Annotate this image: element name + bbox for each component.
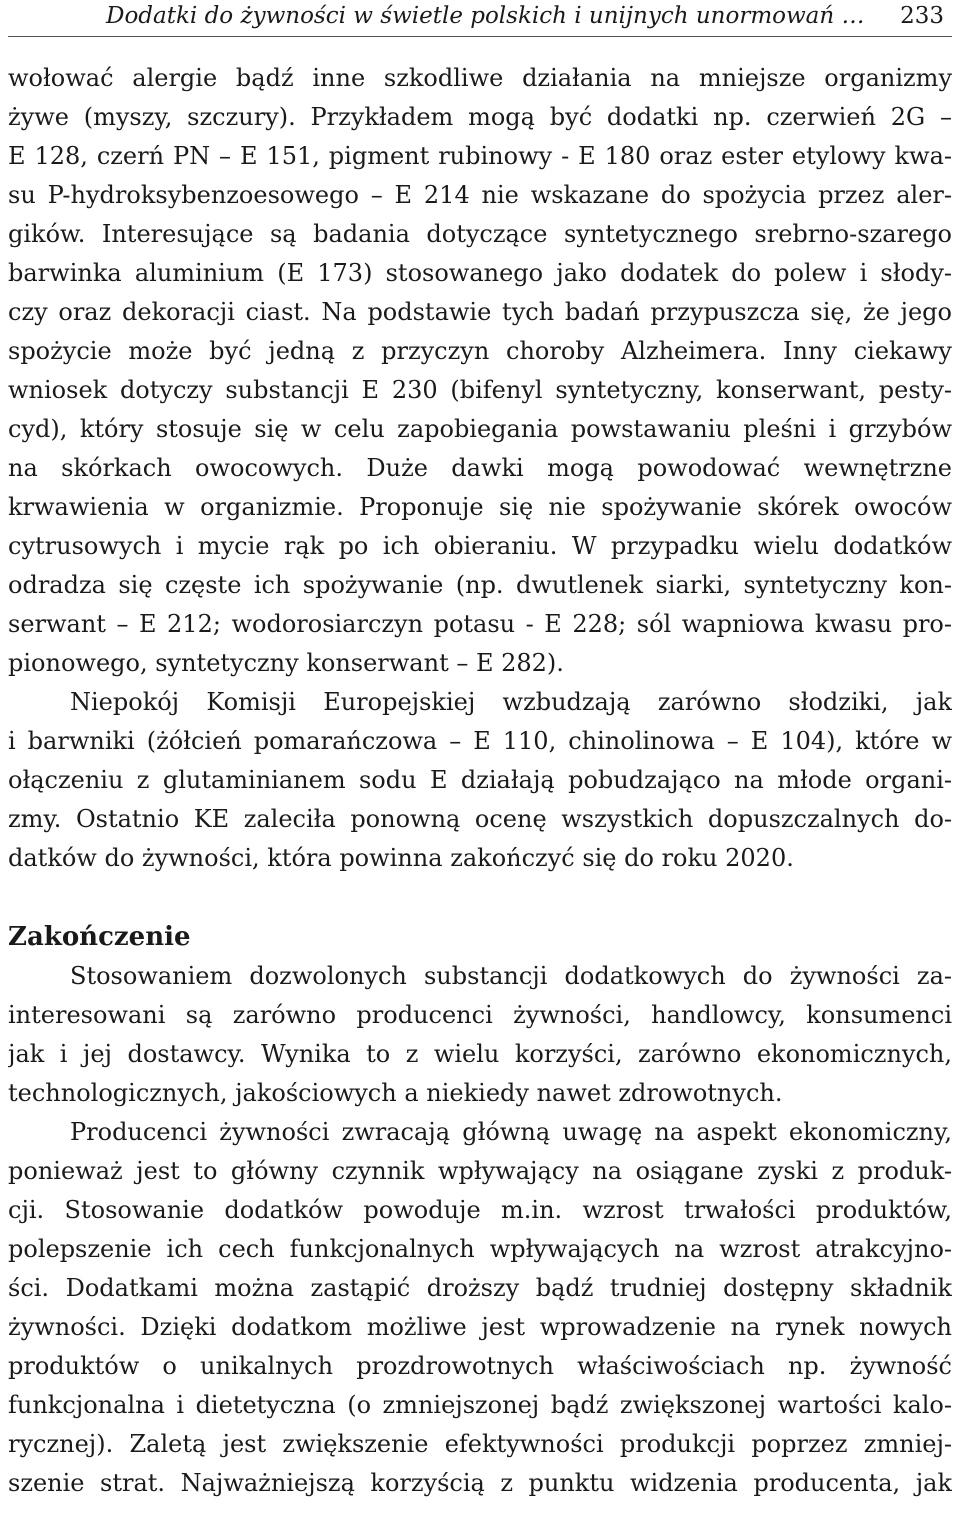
text-line: ści. Dodatkami można zastąpić droższy bądź trudniej dostępny składnik xyxy=(8,1274,952,1302)
text-line: jak i jej dostawcy. Wynika to z wielu korzyści, zarówno ekonomicznych, xyxy=(8,1040,952,1068)
text-line: rycznej). Zaletą jest zwiększenie efektywności produkcji poprzez zmniej- xyxy=(8,1430,952,1458)
text-line: cji. Stosowanie dodatków powoduje m.in. wzrost trwałości produktów, xyxy=(8,1196,952,1224)
text-line: Niepokój Komisji Europejskiej wzbudzają zarówno słodziki, jak xyxy=(70,688,952,716)
text-line: żywności. Dzięki dodatkom możliwe jest wprowadzenie na rynek nowych xyxy=(8,1313,952,1341)
text-line: spożycie może być jedną z przyczyn choroby Alzheimera. Inny ciekawy xyxy=(8,337,952,365)
text-line: datków do żywności, która powinna zakończyć się do roku 2020. xyxy=(8,844,794,872)
paragraph-2 xyxy=(8,683,952,878)
section-heading: Zakończenie xyxy=(8,922,191,952)
text-line: barwinka aluminium (E 173) stosowanego jako dodatek do polew i słody- xyxy=(8,259,952,287)
text-line: polepszenie ich cech funkcjonalnych wpływających na wzrost atrakcyjno- xyxy=(8,1235,952,1263)
text-line: zmy. Ostatnio KE zaleciła ponowną ocenę wszystkich dopuszczalnych do- xyxy=(8,805,952,833)
text-line: gików. Interesujące są badania dotyczące syntetycznego srebrno-szarego xyxy=(8,220,952,248)
text-line: Producenci żywności zwracają główną uwagę na aspekt ekonomiczny, xyxy=(70,1118,952,1146)
text-line: Stosowaniem dozwolonych substancji dodatkowych do żywności za- xyxy=(70,962,952,990)
text-line: krwawienia w organizmie. Proponuje się nie spożywanie skórek owoców xyxy=(8,493,952,521)
text-line: na skórkach owocowych. Duże dawki mogą powodować wewnętrzne xyxy=(8,454,952,482)
text-line: żywe (myszy, szczury). Przykładem mogą być dodatki np. czerwień 2G – xyxy=(8,103,952,131)
running-title: Dodatki do żywności w świetle polskich i unijnych unormowań … xyxy=(106,3,865,29)
paragraph-4 xyxy=(8,1113,952,1503)
text-line: technologicznych, jakościowych a niekiedy nawet zdrowotnych. xyxy=(8,1079,783,1107)
page-number: 233 xyxy=(900,3,944,29)
text-line: pionowego, syntetyczny konserwant – E 282). xyxy=(8,649,564,677)
text-line: serwant – E 212; wodorosiarczyn potasu - E 228; sól wapniowa kwasu pro- xyxy=(8,610,952,638)
text-line: su P-hydroksybenzoesowego – E 214 nie wskazane do spożycia przez aler- xyxy=(8,181,952,209)
text-line: szenie strat. Najważniejszą korzyścią z punktu widzenia producenta, jak xyxy=(8,1469,952,1497)
text-line: ołączeniu z glutaminianem sodu E działają pobudzająco na młode organi- xyxy=(8,766,952,794)
text-line: odradza się częste ich spożywanie (np. dwutlenek siarki, syntetyczny kon- xyxy=(8,571,952,599)
text-line: czy oraz dekoracji ciast. Na podstawie tych badań przypuszcza się, że jego xyxy=(8,298,952,326)
text-line: cyd), który stosuje się w celu zapobiegania powstawaniu pleśni i grzybów xyxy=(8,415,952,443)
paragraph-3 xyxy=(8,957,952,1113)
text-line: cytrusowych i mycie rąk po ich obieraniu. W przypadku wielu dodatków xyxy=(8,532,952,560)
text-line: i barwniki (żółcień pomarańczowa – E 110, chinolinowa – E 104), które w xyxy=(8,727,952,755)
text-line: interesowani są zarówno producenci żywności, handlowcy, konsumenci xyxy=(8,1001,952,1029)
text-line: wołować alergie bądź inne szkodliwe działania na mniejsze organizmy xyxy=(8,64,952,92)
text-line: funkcjonalna i dietetyczna (o zmniejszonej bądź zwiększonej wartości kalo- xyxy=(8,1391,952,1419)
text-line: ponieważ jest to główny czynnik wpływający na osiągane zyski z produk- xyxy=(8,1157,952,1185)
paragraph-1 xyxy=(8,59,952,683)
running-header xyxy=(8,0,952,37)
text-line: wniosek dotyczy substancji E 230 (bifenyl syntetyczny, konserwant, pesty- xyxy=(8,376,952,404)
page-body xyxy=(8,59,952,1503)
text-line: produktów o unikalnych prozdrowotnych właściwościach np. żywność xyxy=(8,1352,952,1380)
text-line: E 128, czerń PN – E 151, pigment rubinowy - E 180 oraz ester etylowy kwa- xyxy=(8,142,952,170)
